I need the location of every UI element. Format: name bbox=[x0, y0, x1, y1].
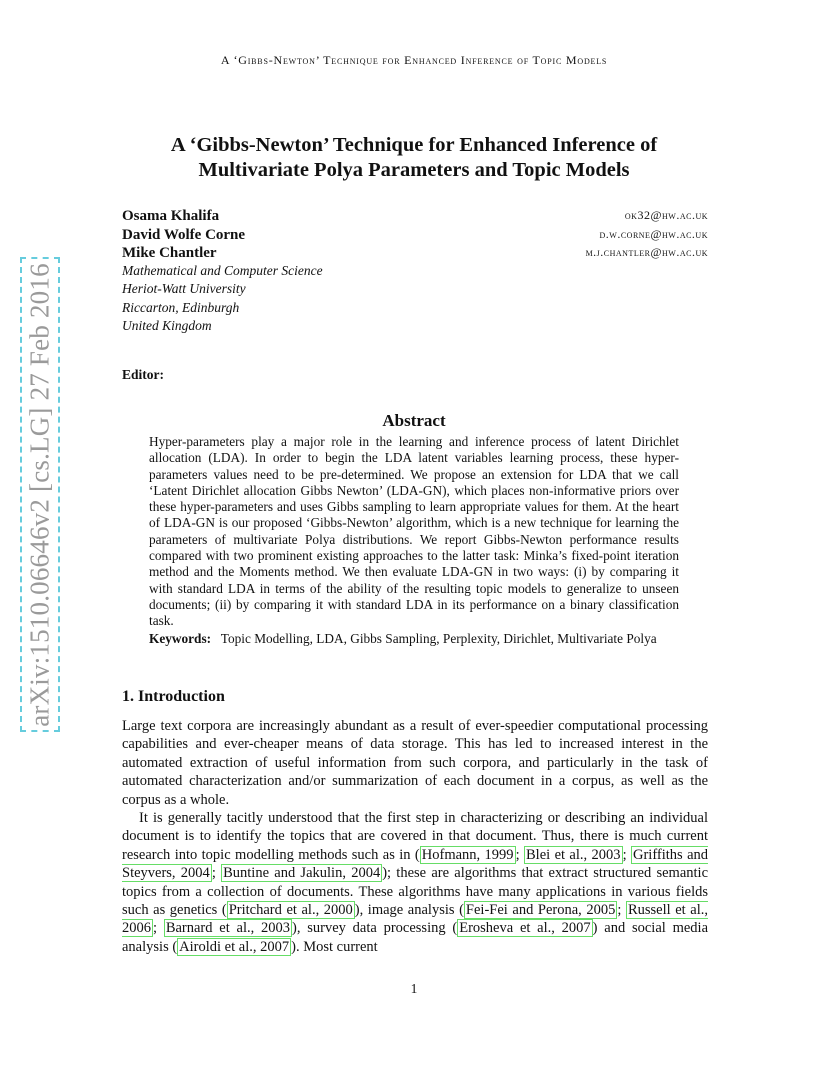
page-number: 1 bbox=[410, 981, 418, 996]
author-row bbox=[122, 244, 708, 263]
keywords-label: Keywords: bbox=[149, 631, 212, 646]
text-run: ; bbox=[211, 865, 222, 882]
intro-paragraph-1: Large text corpora are increasingly abundant as a result of ever-speedier computational processing capabilities and ever-cheaper means of data storage. This has led to increased interest in the automated extraction of useful information from such corpora, and particularly in the task of automated characterization and/or summarization of each document in a corpus, as well as the corpus as a whole. bbox=[122, 718, 708, 808]
author-name: Mike Chantler bbox=[122, 245, 217, 261]
keywords-text: Topic Modelling, LDA, Gibbs Sampling, Perplexity, Dirichlet, Multivariate Polya bbox=[220, 631, 657, 646]
author-email[interactable]: d.w.corne@hw.ac.uk bbox=[599, 226, 708, 241]
text-run: ); these are algorithms that extract structured semantic topics from a collection of documents. These algorithms have many applications in various fields such as genetics ( bbox=[122, 865, 708, 919]
text-run: ) and social media analysis ( bbox=[122, 920, 709, 955]
text-run: ), image analysis ( bbox=[354, 902, 464, 919]
author-name: David Wolfe Corne bbox=[122, 226, 246, 243]
citation-link[interactable]: Airoldi et al., 2007 bbox=[179, 938, 290, 955]
text-run: ; bbox=[153, 920, 164, 937]
author-email[interactable]: m.j.chantler@hw.ac.uk bbox=[585, 245, 708, 259]
arxiv-stamp[interactable] bbox=[20, 257, 60, 732]
intro-body bbox=[122, 717, 708, 956]
affiliation-line: Riccarton, Edinburgh bbox=[122, 299, 240, 315]
citation-link[interactable]: Buntine and Jakulin, 2004 bbox=[223, 865, 381, 882]
citation-link[interactable]: Barnard et al., 2003 bbox=[165, 920, 291, 937]
affiliation-line: Mathematical and Computer Science bbox=[122, 262, 323, 278]
editor-label: Editor: bbox=[122, 367, 164, 382]
paper-title bbox=[100, 133, 728, 183]
text-run: ; bbox=[622, 846, 631, 863]
author-row bbox=[122, 207, 708, 226]
author-row bbox=[122, 226, 708, 245]
title-line-1: A ‘Gibbs-Newton’ Technique for Enhanced Inference of bbox=[170, 134, 658, 156]
author-name: Osama Khalifa bbox=[122, 208, 220, 224]
affiliation-line: Heriot-Watt University bbox=[122, 281, 246, 296]
text-run: ). Most current bbox=[291, 938, 378, 955]
text-run: It is generally tacitly understood that the first step in characterizing or describing an individual document is to identify the topics that are covered in that document. Thus, there is much current research into topic modelling methods such as in ( bbox=[122, 810, 708, 863]
affiliation-line: United Kingdom bbox=[122, 318, 212, 333]
text-run: ; bbox=[515, 846, 524, 863]
author-block bbox=[122, 207, 708, 337]
text-run: ; bbox=[617, 902, 626, 919]
keywords bbox=[149, 631, 679, 647]
citation-link[interactable]: Pritchard et al., 2000 bbox=[228, 902, 353, 919]
running-head: A ‘Gibbs-Newton’ Technique for Enhanced Inference of Topic Models bbox=[220, 53, 608, 67]
citation-link[interactable]: Fei-Fei and Perona, 2005 bbox=[465, 902, 616, 919]
arxiv-stamp-text: arXiv:1510.06646v2 [cs.LG] 27 Feb 2016 bbox=[24, 262, 55, 727]
section-heading: 1. Introduction bbox=[122, 688, 225, 705]
citation-link[interactable]: Hofmann, 1999 bbox=[421, 846, 514, 863]
abstract-text: Hyper-parameters play a major role in the learning and inference process of latent Dirichlet allocation (LDA). In order to begin the LDA latent variables learning process, these hyper-parameters values need to be pre-determined. We propose an extension for LDA that we call ‘Latent Dirichlet allocation Gibbs Newton’ (LDA-GN), which places non-informative priors over these hyper-parameters and uses Gibbs sampling to learn appropriate values for them. At the heart of LDA-GN is our proposed ‘Gibbs-Newton’ algorithm, which is a new technique for learning the parameters of multivariate Polya distributions. We report Gibbs-Newton performance results compared with two prominent existing approaches to the latter task: Minka’s fixed-point iteration method and the Moments method. We then evaluate LDA-GN in two ways: (i) by comparing it with standard LDA in terms of the ability of the resulting topic models to generalize to unseen documents; (ii) by comparing it with standard LDA in its performance on a binary classification task. bbox=[149, 434, 679, 629]
citation-link[interactable]: Blei et al., 2003 bbox=[526, 846, 621, 863]
text-run: ), survey data processing ( bbox=[292, 920, 458, 937]
citation-link[interactable]: Griffiths and Steyvers, 2004 bbox=[122, 846, 709, 882]
citation-link[interactable]: Russell et al., 2006 bbox=[122, 902, 708, 937]
intro-paragraph-2 bbox=[122, 809, 708, 956]
author-email[interactable]: ok32@hw.ac.uk bbox=[624, 208, 708, 222]
title-line-2: Multivariate Polya Parameters and Topic Models bbox=[198, 159, 630, 181]
citation-link[interactable]: Erosheva et al., 2007 bbox=[459, 920, 591, 937]
abstract-heading: Abstract bbox=[382, 411, 446, 430]
